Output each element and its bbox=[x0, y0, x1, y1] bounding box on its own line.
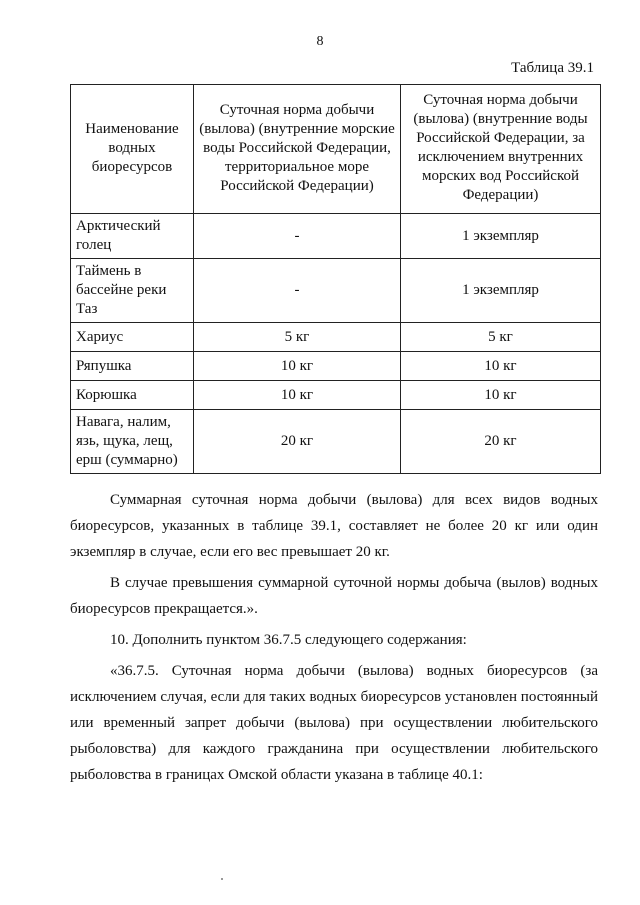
sea-norm-cell: 20 кг bbox=[194, 410, 401, 474]
species-cell: Хариус bbox=[71, 323, 194, 352]
page-number: 8 bbox=[316, 34, 324, 49]
sea-norm-cell: 5 кг bbox=[194, 323, 401, 352]
sea-norm-cell: - bbox=[194, 259, 401, 323]
table-row bbox=[71, 410, 601, 474]
inland-norm-cell: 10 кг bbox=[401, 352, 601, 381]
header-inland-waters: Суточная норма добычи (вылова) (внутренние воды Российской Федерации, за исключением внутренних морских вод Российской Федерации) bbox=[401, 85, 601, 214]
paragraph-amendment: 10. Дополнить пунктом 36.7.5 следующего содержания: bbox=[110, 632, 467, 648]
paragraph-clause-36-7-5: «36.7.5. Суточная норма добычи (вылова) водных биоресурсов (за исключением случая, если для таких водных биоресурсов установлен постоянный или временный запрет добычи (вылова) при осуществлении любительского рыболовства) для каждого гражданина при осуществлении любительского рыболовства в границах Омской области указана в таблице 40.1: bbox=[70, 663, 598, 783]
catch-norms-table bbox=[70, 84, 601, 474]
sea-norm-cell: 10 кг bbox=[194, 381, 401, 410]
species-cell: Таймень в бассейне реки Таз bbox=[71, 259, 194, 323]
header-species: Наименование водных биоресурсов bbox=[71, 85, 194, 214]
species-cell: Ряпушка bbox=[71, 352, 194, 381]
sea-norm-cell: 10 кг bbox=[194, 352, 401, 381]
table-caption: Таблица 39.1 bbox=[511, 60, 594, 76]
body-text bbox=[70, 487, 598, 793]
inland-norm-cell: 1 экземпляр bbox=[401, 259, 601, 323]
inland-norm-cell: 5 кг bbox=[401, 323, 601, 352]
species-cell: Навага, налим, язь, щука, лещ, ерш (суммарно) bbox=[71, 410, 194, 474]
sea-norm-cell: - bbox=[194, 214, 401, 259]
table-row bbox=[71, 323, 601, 352]
table-row bbox=[71, 381, 601, 410]
paragraph-total-norm: Суммарная суточная норма добычи (вылова) для всех видов водных биоресурсов, указанных в таблице 39.1, составляет не более 20 кг или один экземпляр в случае, если его вес превышает 20 кг. bbox=[70, 492, 598, 560]
species-cell: Корюшка bbox=[71, 381, 194, 410]
paragraph-exceeding: В случае превышения суммарной суточной нормы добыча (вылов) водных биоресурсов прекращается.». bbox=[70, 575, 598, 617]
inland-norm-cell: 10 кг bbox=[401, 381, 601, 410]
scan-speck bbox=[221, 878, 223, 880]
table-header-row bbox=[71, 85, 601, 214]
inland-norm-cell: 1 экземпляр bbox=[401, 214, 601, 259]
inland-norm-cell: 20 кг bbox=[401, 410, 601, 474]
table-row bbox=[71, 259, 601, 323]
table-row bbox=[71, 214, 601, 259]
table-row bbox=[71, 352, 601, 381]
header-sea-waters: Суточная норма добычи (вылова) (внутренние морские воды Российской Федерации, территориальное море Российской Федерации) bbox=[194, 85, 401, 214]
species-cell: Арктический голец bbox=[71, 214, 194, 259]
